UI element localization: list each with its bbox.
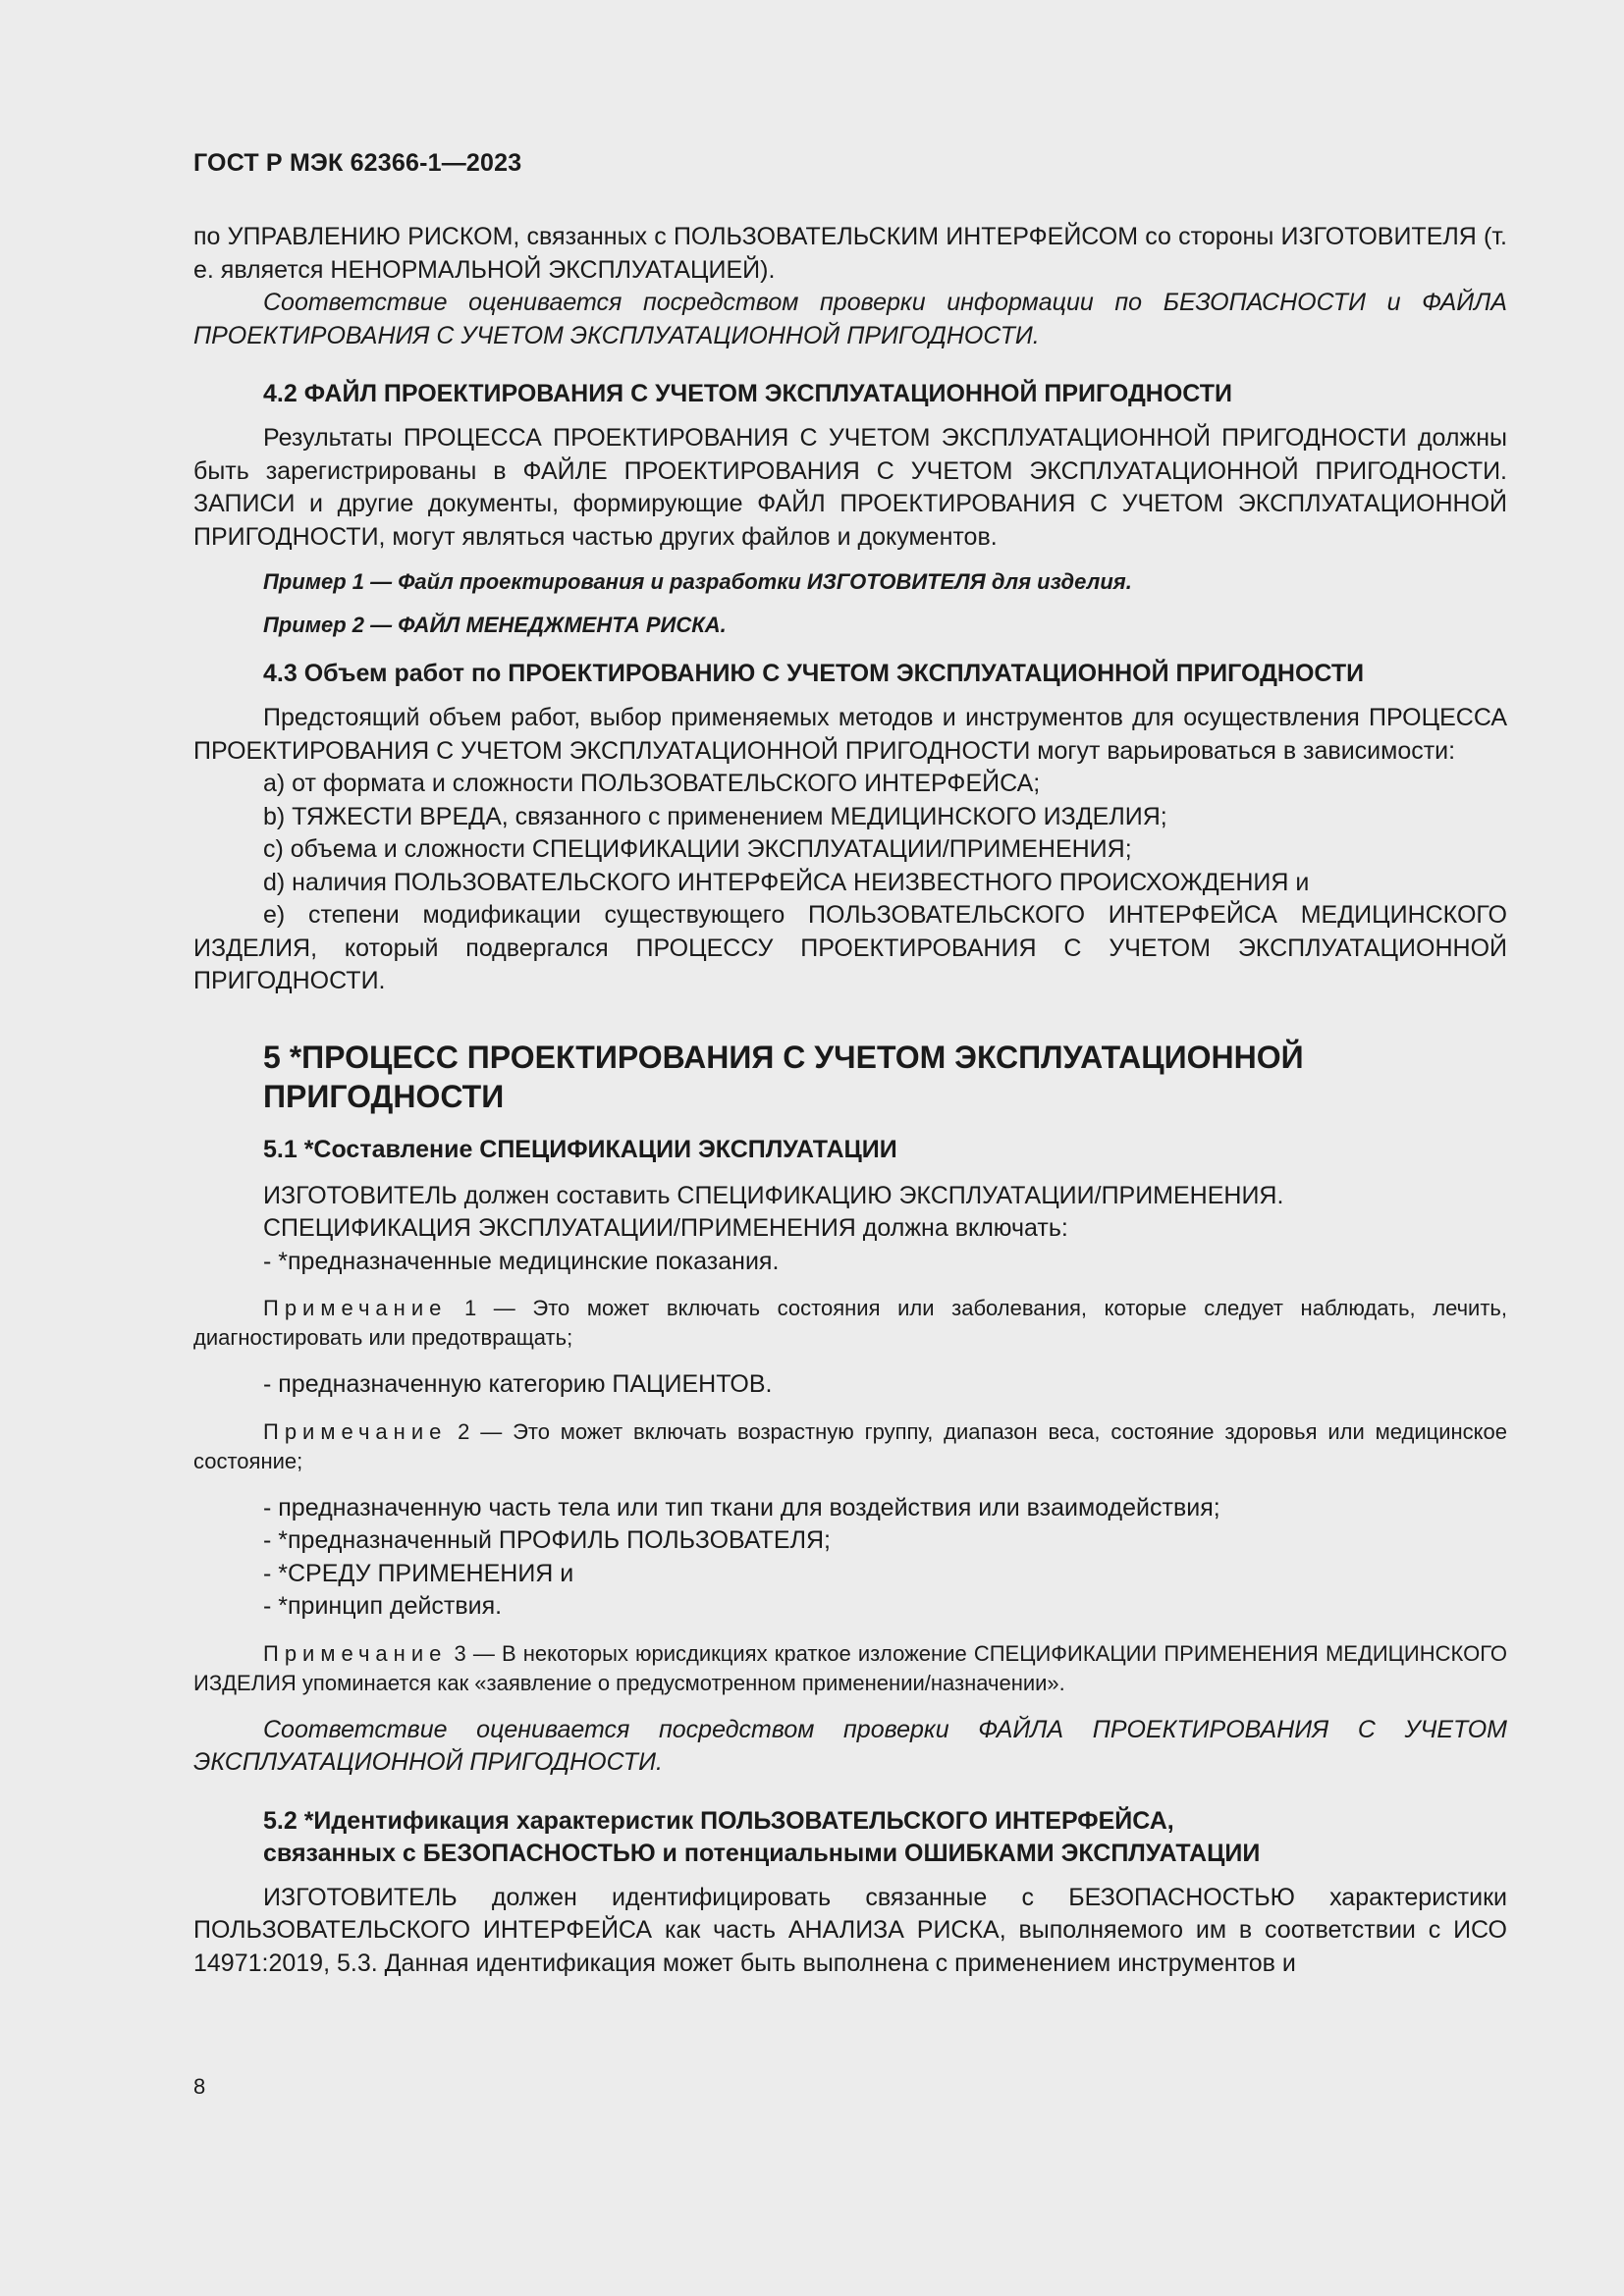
section-4-3-heading: 4.3 Объем работ по ПРОЕКТИРОВАНИЮ С УЧЕТОМ ЭКСПЛУАТАЦИОННОЙ ПРИГОДНОСТИ: [263, 660, 1365, 687]
document-header: ГОСТ Р МЭК 62366-1—2023: [193, 149, 522, 177]
dash-item-use-environment: - *СРЕДУ ПРИМЕНЕНИЯ и: [263, 1559, 574, 1587]
section-5-1-line-2: СПЕЦИФИКАЦИЯ ЭКСПЛУАТАЦИИ/ПРИМЕНЕНИЯ должна включать:: [263, 1214, 1068, 1242]
list-item-e: e) степени модификации существующего ПОЛЬЗОВАТЕЛЬСКОГО ИНТЕРФЕЙСА МЕДИЦИНСКОГО ИЗДЕЛИЯ, который подвергался ПРОЦЕССУ ПРОЕКТИРОВАНИЯ С УЧЕТОМ ЭКСПЛУАТАЦИОННОЙ ПРИГОДНОСТИ.: [193, 901, 1507, 994]
section-5-2-paragraph: ИЗГОТОВИТЕЛЬ должен идентифицировать связанные с БЕЗОПАСНОСТЬЮ характеристики ПОЛЬЗОВАТЕЛЬСКОГО ИНТЕРФЕЙСА как часть АНАЛИЗА РИСКА, выполняемого им в соответствии с ИСО 14971:2019, 5.3. Данная идентификация может быть выполнена с применением инструментов и: [193, 1883, 1507, 1977]
dash-item-indications: - *предназначенные медицинские показания.: [263, 1247, 780, 1275]
section-4-3-paragraph: Предстоящий объем работ, выбор применяемых методов и инструментов для осуществления ПРОЦЕССА ПРОЕКТИРОВАНИЯ С УЧЕТОМ ЭКСПЛУАТАЦИОННОЙ ПРИГОДНОСТИ могут варьироваться в зависимости:: [193, 704, 1507, 765]
section-5-1-line-1: ИЗГОТОВИТЕЛЬ должен составить СПЕЦИФИКАЦИЮ ЭКСПЛУАТАЦИИ/ПРИМЕНЕНИЯ.: [263, 1181, 1284, 1209]
section-5-2-heading-line-2: связанных с БЕЗОПАСНОСТЬЮ и потенциальными ОШИБКАМИ ЭКСПЛУАТАЦИИ: [263, 1839, 1261, 1867]
list-item-c: c) объема и сложности СПЕЦИФИКАЦИИ ЭКСПЛУАТАЦИИ/ПРИМЕНЕНИЯ;: [263, 835, 1132, 863]
section-4-2-paragraph: Результаты ПРОЦЕССА ПРОЕКТИРОВАНИЯ С УЧЕТОМ ЭКСПЛУАТАЦИОННОЙ ПРИГОДНОСТИ должны быть зарегистрированы в ФАЙЛЕ ПРОЕКТИРОВАНИЯ С УЧЕТОМ ЭКСПЛУАТАЦИОННОЙ ПРИГОДНОСТИ. ЗАПИСИ и другие документы, формирующие ФАЙЛ ПРОЕКТИРОВАНИЯ С УЧЕТОМ ЭКСПЛУАТАЦИОННОЙ ПРИГОДНОСТИ, могут являться частью других файлов и документов.: [193, 424, 1507, 551]
dash-item-body-part: - предназначенную часть тела или тип ткани для воздействия или взаимодействия;: [263, 1493, 1220, 1522]
intro-compliance-paragraph: Соответствие оценивается посредством проверки информации по БЕЗОПАСНОСТИ и ФАЙЛА ПРОЕКТИРОВАНИЯ С УЧЕТОМ ЭКСПЛУАТАЦИОННОЙ ПРИГОДНОСТИ.: [193, 289, 1507, 349]
section-5-1-heading: 5.1 *Составление СПЕЦИФИКАЦИИ ЭКСПЛУАТАЦИИ: [263, 1135, 897, 1163]
note-label: Примечание: [263, 1296, 448, 1320]
intro-paragraph: по УПРАВЛЕНИЮ РИСКОМ, связанных с ПОЛЬЗОВАТЕЛЬСКИМ ИНТЕРФЕЙСОМ со стороны ИЗГОТОВИТЕЛЯ (т. е. является НЕНОРМАЛЬНОЙ ЭКСПЛУАТАЦИЕЙ).: [193, 223, 1507, 284]
list-item-d: d) наличия ПОЛЬЗОВАТЕЛЬСКОГО ИНТЕРФЕЙСА НЕИЗВЕСТНОГО ПРОИСХОЖДЕНИЯ и: [263, 868, 1310, 896]
note-3-text: 3 — В некоторых юрисдикциях краткое изложение СПЕЦИФИКАЦИИ ПРИМЕНЕНИЯ МЕДИЦИНСКОГО ИЗДЕЛИЯ упоминается как «заявление о предусмотренном применении/назначении».: [193, 1640, 1507, 1695]
section-4-2-heading: 4.2 ФАЙЛ ПРОЕКТИРОВАНИЯ С УЧЕТОМ ЭКСПЛУАТАЦИОННОЙ ПРИГОДНОСТИ: [263, 380, 1232, 407]
section-5-1-compliance: Соответствие оценивается посредством проверки ФАЙЛА ПРОЕКТИРОВАНИЯ С УЧЕТОМ ЭКСПЛУАТАЦИОННОЙ ПРИГОДНОСТИ.: [193, 1715, 1507, 1776]
section-4-2-example-2: Пример 2 — ФАЙЛ МЕНЕДЖМЕНТА РИСКА.: [263, 613, 727, 637]
dash-item-operating-principle: - *принцип действия.: [263, 1592, 503, 1620]
list-item-b: b) ТЯЖЕСТИ ВРЕДА, связанного с применением МЕДИЦИНСКОГО ИЗДЕЛИЯ;: [263, 802, 1167, 830]
section-5-2-heading-line-1: 5.2 *Идентификация характеристик ПОЛЬЗОВАТЕЛЬСКОГО ИНТЕРФЕЙСА,: [263, 1806, 1174, 1835]
list-item-a: a) от формата и сложности ПОЛЬЗОВАТЕЛЬСКОГО ИНТЕРФЕЙСА;: [263, 770, 1041, 797]
page-number: 8: [193, 2074, 206, 2099]
note-1: [193, 1294, 1507, 1353]
dash-item-patients: - предназначенную категорию ПАЦИЕНТОВ.: [263, 1370, 773, 1398]
note-2: [193, 1417, 1507, 1476]
dash-item-user-profile: - *предназначенный ПРОФИЛЬ ПОЛЬЗОВАТЕЛЯ;: [263, 1526, 831, 1554]
note-3: [193, 1639, 1507, 1698]
document-page: [193, 149, 1507, 1980]
note-label: Примечание: [263, 1640, 448, 1666]
note-2-text: 2 — Это может включать возрастную группу, диапазон веса, состояние здоровья или медицинское состояние;: [193, 1418, 1507, 1473]
note-1-text: 1 — Это может включать состояния или заболевания, которые следует наблюдать, лечить, диагностировать или предотвращать;: [193, 1296, 1507, 1350]
section-5-heading: 5 *ПРОЦЕСС ПРОЕКТИРОВАНИЯ С УЧЕТОМ ЭКСПЛУАТАЦИОННОЙ ПРИГОДНОСТИ: [263, 1039, 1304, 1114]
note-label: Примечание: [263, 1418, 448, 1444]
section-4-2-example-1: Пример 1 — Файл проектирования и разработки ИЗГОТОВИТЕЛЯ для изделия.: [263, 569, 1132, 594]
